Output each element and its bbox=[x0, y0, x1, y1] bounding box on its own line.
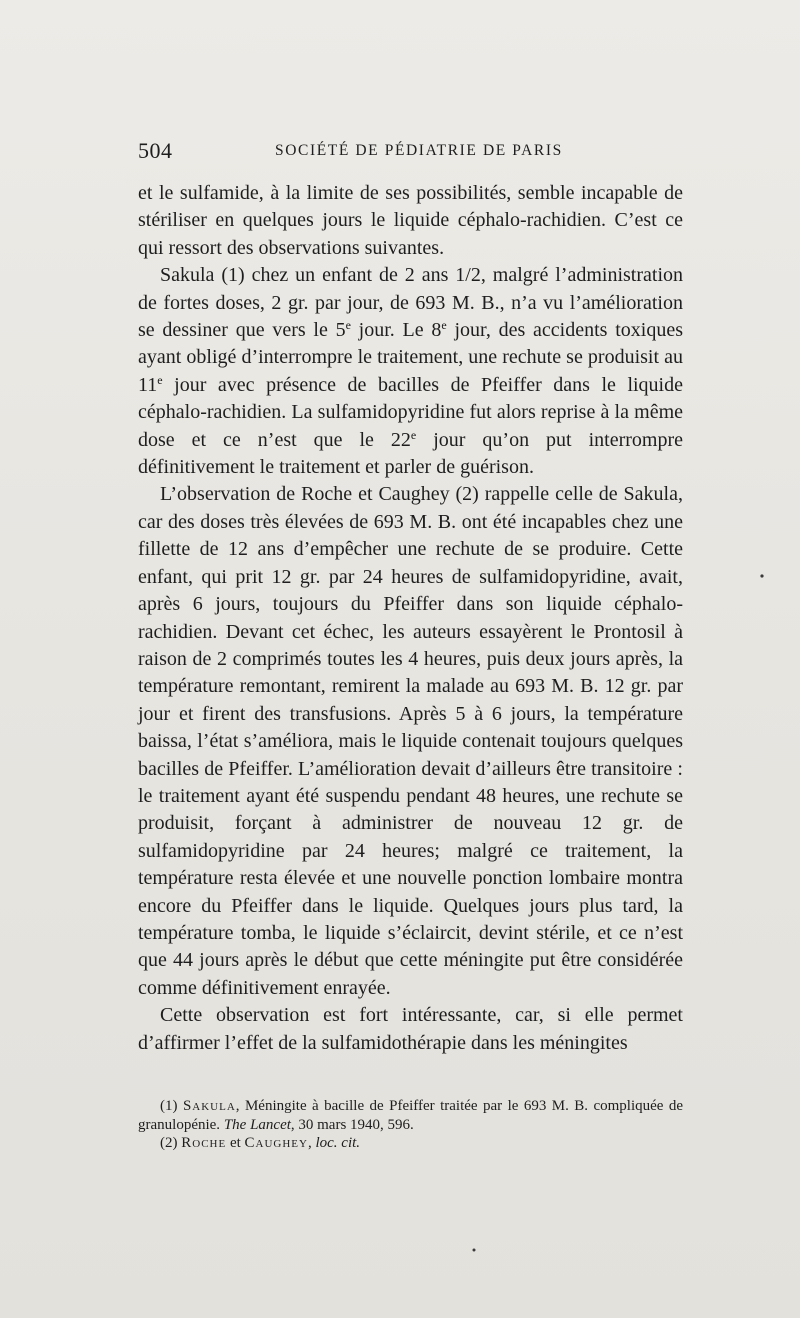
footnote-2 bbox=[138, 1134, 683, 1153]
footnote-1 bbox=[138, 1097, 683, 1134]
footnote-joiner: et bbox=[226, 1135, 245, 1151]
footnote-marker: (2) bbox=[160, 1135, 178, 1151]
footnote-author: Caughey bbox=[244, 1135, 308, 1151]
paragraph-1: et le sulfamide, à la limite de ses possibilités, semble incapable de stériliser en quelques jours le liquide céphalo-rachidien. C’est ce qui ressort des observations suivantes. bbox=[138, 182, 683, 259]
running-title: SOCIÉTÉ DE PÉDIATRIE DE PARIS bbox=[275, 142, 563, 159]
footnote-separator: , bbox=[307, 1135, 316, 1151]
footnote-author: Sakula bbox=[182, 1098, 236, 1114]
body-text bbox=[138, 180, 683, 1057]
paragraph-2-text: jour, des accidents toxiques ayant obligé d’interrompre le traitement, une rechute se produisit au 11 bbox=[138, 319, 683, 396]
paper-speck bbox=[473, 1249, 476, 1252]
page-header bbox=[138, 138, 668, 168]
paragraph-2 bbox=[138, 262, 683, 481]
paragraph-2-text: jour qu’on put interrompre définitivement le traitement et parler de guérison. bbox=[138, 428, 683, 479]
superscript-e: e bbox=[157, 372, 163, 387]
page-number: 504 bbox=[138, 138, 173, 163]
footnote-details: , 30 mars 1940, 596. bbox=[290, 1116, 414, 1133]
paragraph-2-text: Sakula (1) chez un enfant de 2 ans 1/2, malgré l’administration de fortes doses, 2 gr. par jour, de 693 M. B., n’a vu l’amélioration se dessiner que vers le 5 bbox=[138, 264, 683, 342]
paragraph-4: Cette observation est fort intéressante, car, si elle permet d’affirmer l’effet de la sulfamidothérapie dans les méningites bbox=[138, 1004, 683, 1054]
footnote-marker: (1) bbox=[160, 1098, 178, 1114]
paper-speck bbox=[760, 574, 763, 577]
paragraph-3: L’observation de Roche et Caughey (2) rappelle celle de Sakula, car des doses très élevées de 693 M. B. ont été incapables chez une fillette de 12 ans d’empêcher une rechute de se produire. Cette enfant, qui prit 12 gr. par 24 heures de sulfamidopyridine, avait, après 6 jours, toujours du Pfeiffer dans son liquide céphalo-rachidien. Devant cet échec, les auteurs essayèrent le Prontosil à raison de 2 comprimés toutes les 4 heures, puis deux jours après, la température remontant, remirent la malade au 693 M. B. 12 gr. par jour et firent des transfusions. Après 5 à 6 jours, la température baissa, l’état s’améliora, mais le liquide contenait toujours quelques bacilles de Pfeiffer. L’amélioration devait d’ailleurs être transitoire : le traitement ayant été suspendu pendant 48 heures, une rechute se produisit, forçant à administrer de nouveau 12 gr. de sulfamidopyridine par 24 heures; malgré ce traitement, la température resta élevée et une nouvelle ponction lombaire montra encore du Pfeiffer dans le liquide. Quelques jours plus tard, la température tomba, le liquide s’éclaircit, devint stérile, et ce n’est que 44 jours après le début que cette méningite put être considérée comme définitivement enrayée. bbox=[138, 483, 683, 999]
footnote-journal: The Lancet bbox=[223, 1116, 291, 1133]
footnote-text: , Méningite à bacille de Pfeiffer traitée par le 693 M. B. compliquée de granulopénie. bbox=[138, 1098, 684, 1133]
superscript-e: e bbox=[345, 318, 351, 333]
superscript-e: e bbox=[441, 318, 447, 333]
footnote-reference: loc. cit. bbox=[315, 1135, 361, 1151]
paragraph-2-text: jour. Le 8 bbox=[350, 319, 442, 342]
superscript-e: e bbox=[410, 427, 417, 442]
footnotes bbox=[138, 1097, 683, 1153]
paragraph-2-text: jour avec présence de bacilles de Pfeiffer dans le liquide céphalo-rachidien. La sulfamidopyridine fut alors reprise à la même dose et ce n’est que le 22 bbox=[138, 373, 683, 451]
footnote-author: Roche bbox=[181, 1135, 227, 1151]
